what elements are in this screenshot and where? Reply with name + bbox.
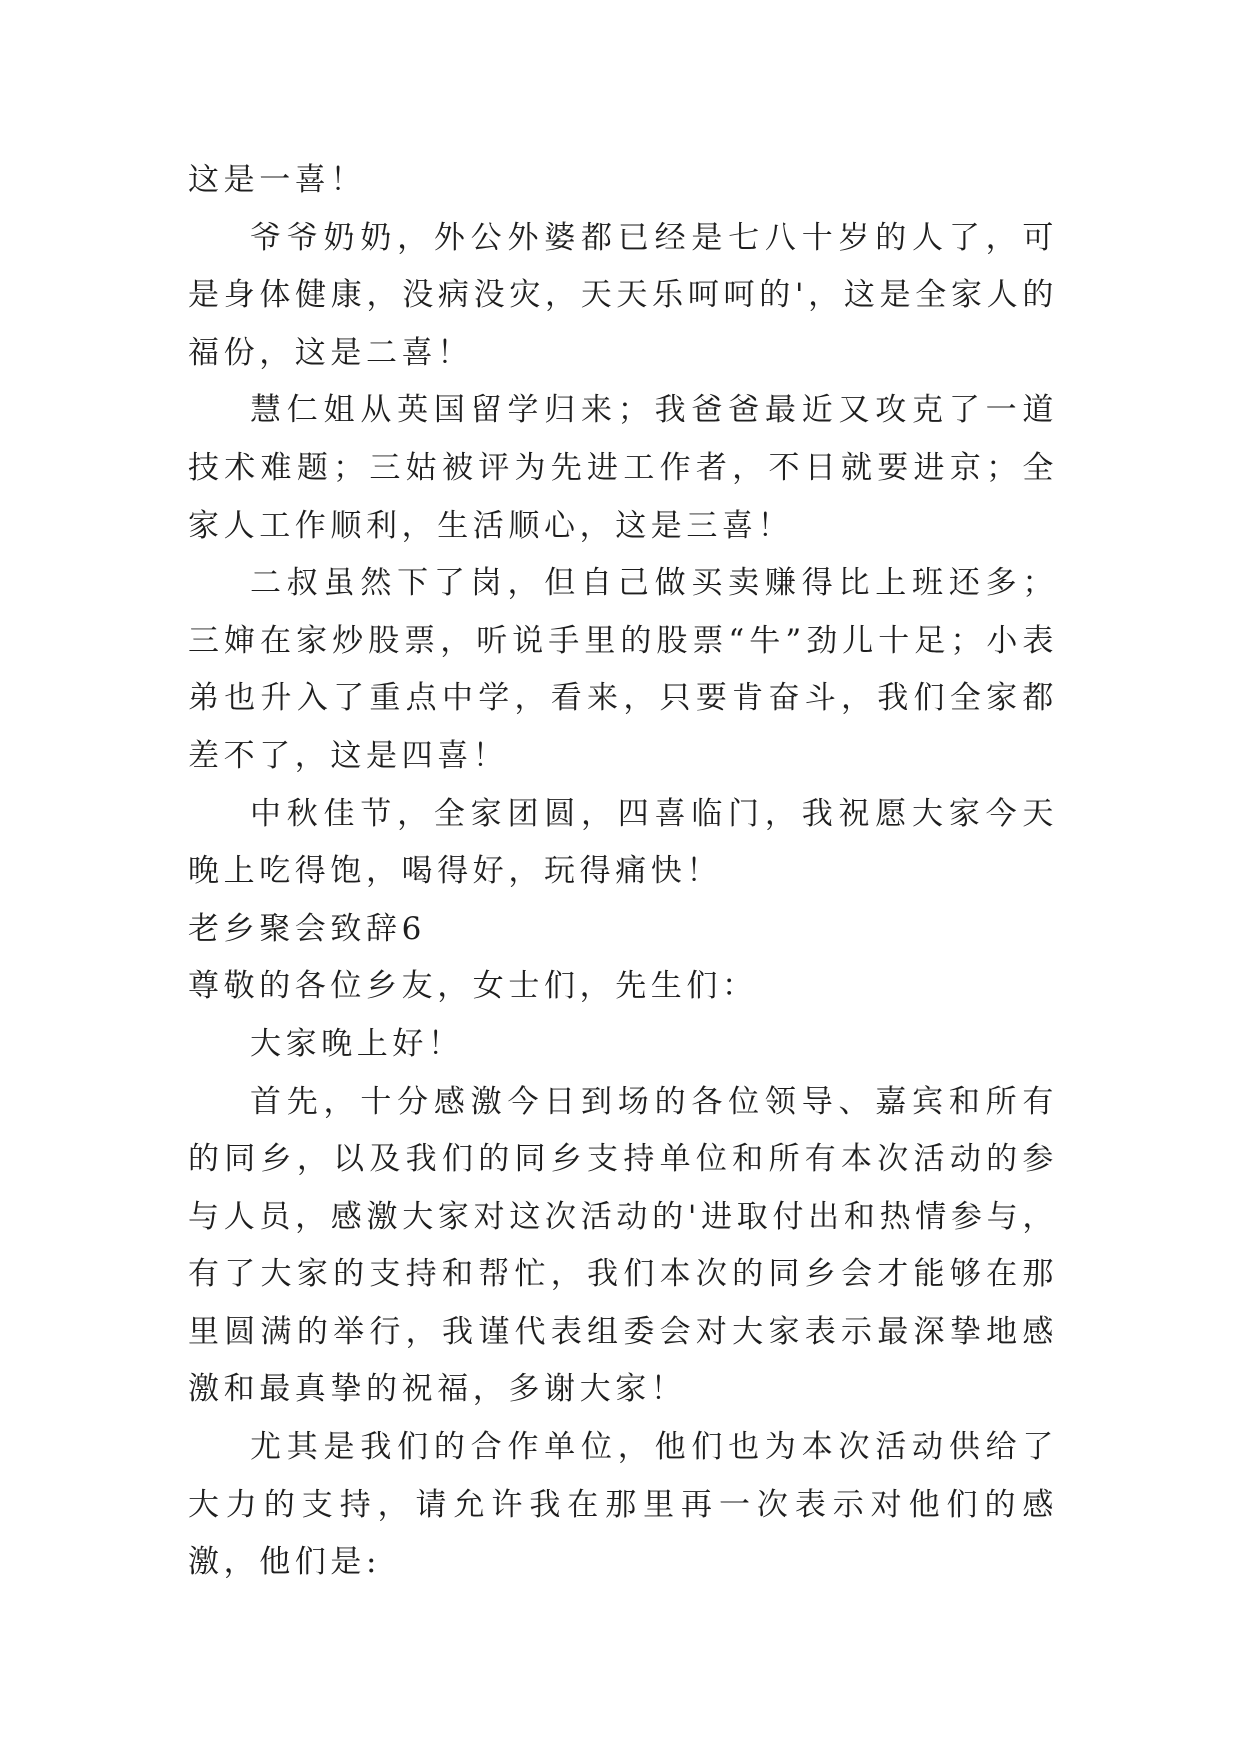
paragraph: 首先，十分感激今日到场的各位领导、嘉宾和所有的同乡，以及我们的同乡支持单位和所有本次活动的参与人员，感激大家对这次活动的'进取付出和热情参与，有了大家的支持和帮忙，我们本次的同乡会才能够在那里圆满的举行，我谨代表组委会对大家表示最深挚地感激和最真挚的祝福，多谢大家！ <box>188 1083 1058 1408</box>
paragraph: 这是一喜！ <box>188 162 366 198</box>
paragraph: 尤其是我们的合作单位，他们也为本次活动供给了大力的支持，请允许我在那里再一次表示对他们的感激，他们是: <box>188 1429 1058 1581</box>
document-body <box>188 152 1058 1592</box>
paragraph: 大家晚上好！ <box>250 1025 464 1062</box>
paragraph: 中秋佳节，全家团圆，四喜临门，我祝愿大家今天晚上吃得饱，喝得好，玩得痛快！ <box>188 795 1058 890</box>
paragraph: 爷爷奶奶，外公外婆都已经是七八十岁的人了，可是身体健康，没病没灾，天天乐呵呵的'，这是全家人的福份，这是二喜！ <box>188 219 1058 371</box>
salutation: 尊敬的各位乡友，女士们，先生们： <box>188 968 758 1005</box>
section-title: 老乡聚会致辞6 <box>188 910 426 947</box>
paragraph: 二叔虽然下了岗，但自己做买卖赚得比上班还多；三婶在家炒股票，听说手里的股票“牛”劲儿十足；小表弟也升入了重点中学，看来，只要肯奋斗，我们全家都差不了，这是四喜！ <box>188 565 1058 774</box>
paragraph: 慧仁姐从英国留学归来；我爸爸最近又攻克了一道技术难题；三姑被评为先进工作者，不日就要进京；全家人工作顺利，生活顺心，这是三喜！ <box>188 392 1058 544</box>
